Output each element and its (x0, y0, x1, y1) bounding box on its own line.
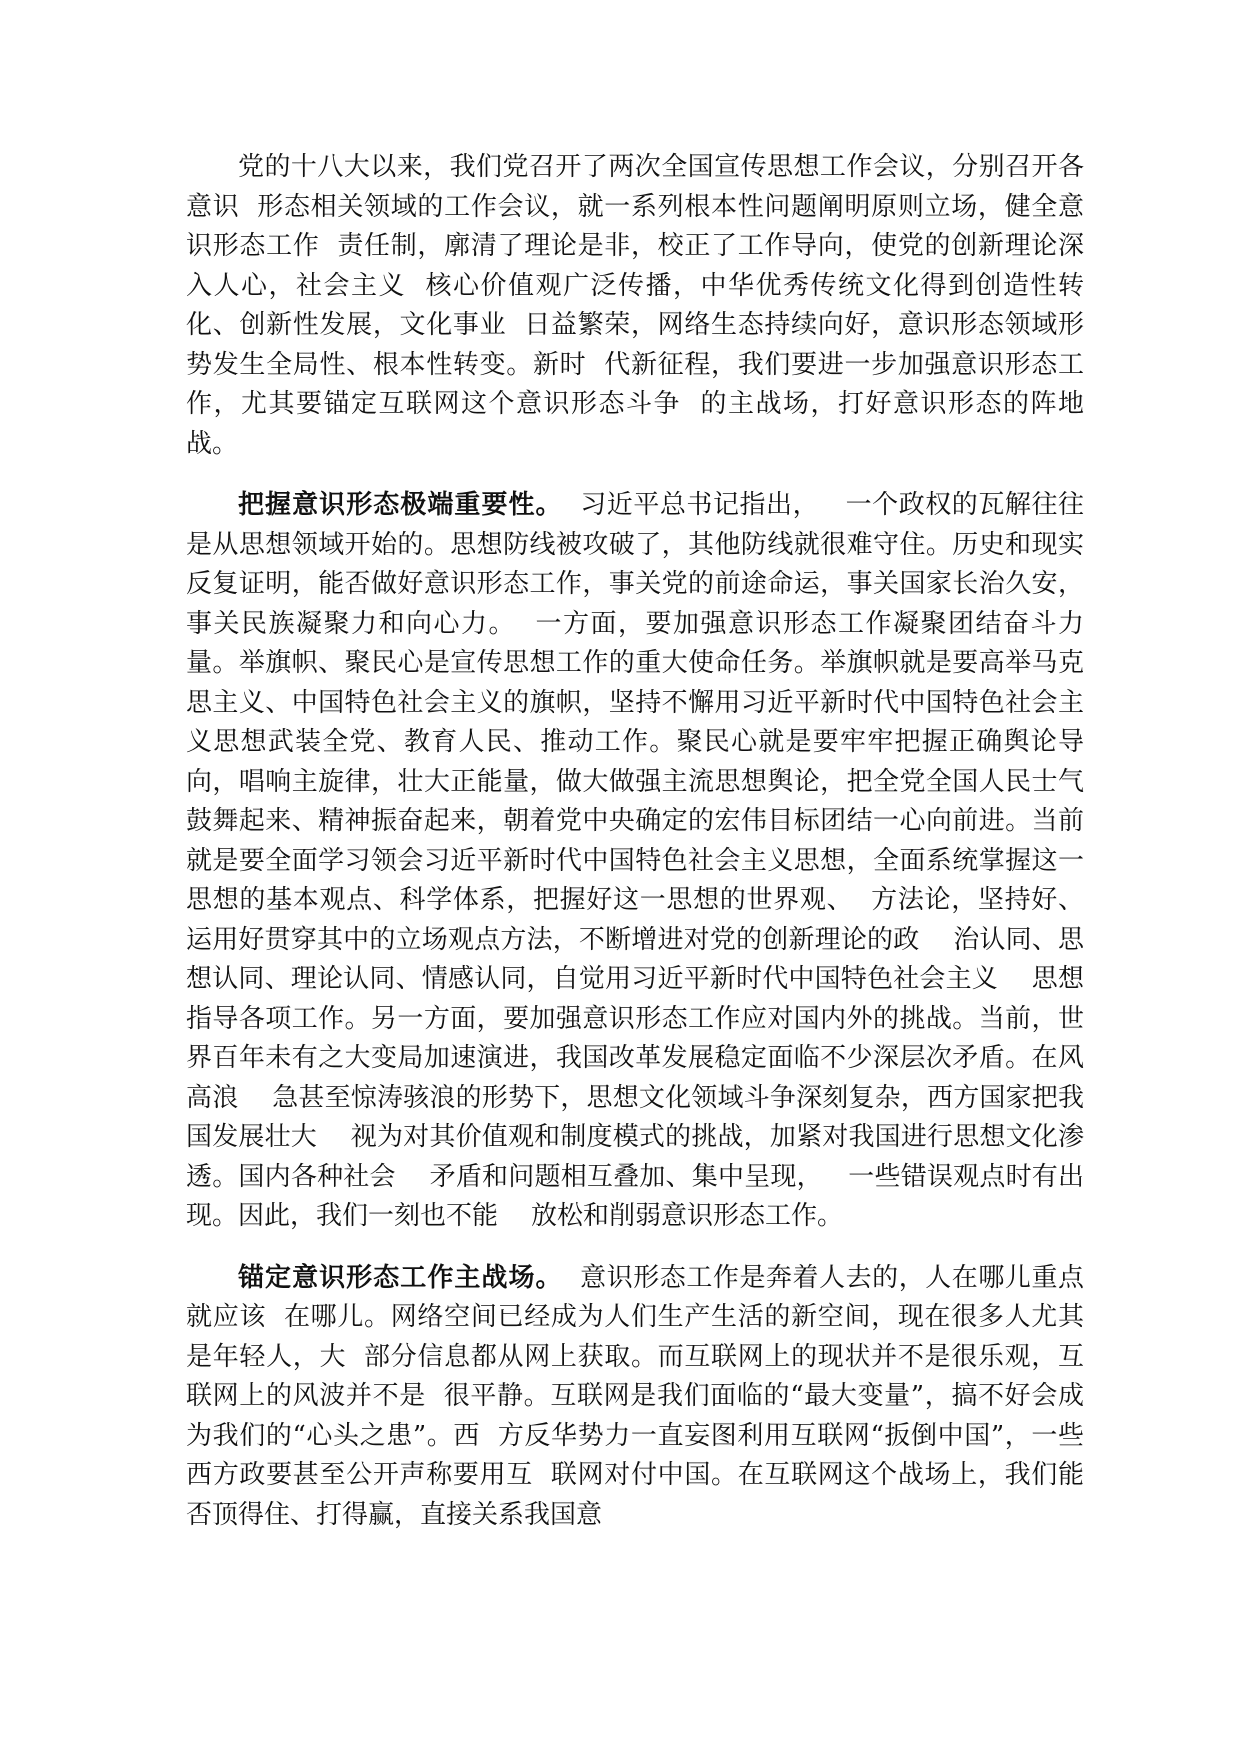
paragraph-ideology-importance (186, 486, 1118, 1237)
paragraph-intro (186, 148, 1084, 464)
document-body (186, 148, 1118, 1557)
paragraph-heading: 把握意识形态极端重要性。 (238, 490, 563, 520)
paragraph-text: 党的十八大以来，我们党召开了两次全国宣传思想工作会议，分别召开各意识 形态相关领域的工作会议，就一系列根本性问题阐明原则立场，健全意识形态工作 责任制，廓清了理论是非，校正了工作导向，使党的创新理论深入人心，社会主义 核心价值观广泛传播，中华优秀传统文化得到创造性转化、创新性发展，文化事业 日益繁荣，网络生态持续向好，意识形态领域形势发生全局性、根本性转变。新时 代新征程，我们要进一步加强意识形态工作，尤其要锚定互联网这个意识形态斗争 的主战场，打好意识形态的阵地战。 (186, 152, 1084, 459)
paragraph-text: 意识形态工作是奔着人去的，人在哪儿重点就应该 在哪儿。网络空间已经成为人们生产生活的新空间，现在很多人尤其是年轻人，大 部分信息都从网上获取。而互联网上的现状并不是很乐观，互联网上的风波并不是 很平静。互联网是我们面临的“最大变量”，搞不好会成为我们的“心头之患”。西 方反华势力一直妄图利用互联网“扳倒中国”，一些西方政要甚至公开声称要用互 联网对付中国。在互联网这个战场上，我们能否顶得住、打得赢，直接关系我国意 (186, 1262, 1084, 1530)
paragraph-text: 习近平总书记指出， 一个政权的瓦解往往是从思想领域开始的。思想防线被攻破了，其他防线就很难守住。历史和现实反复证明，能否做好意识形态工作，事关党的前途命运，事关国家长治久安，事关民族凝聚力和向心力。 一方面，要加强意识形态工作凝聚团结奋斗力量。举旗帜、聚民心是宣传思想工作的重大使命任务。举旗帜就是要高举马克思主义、中国特色社会主义的旗帜，坚持不懈用习近平新时代中国特色社会主义思想武装全党、教育人民、推动工作。聚民心就是要牢牢把握正确舆论导向，唱响主旋律，壮大正能量，做大做强主流思想舆论，把全党全国人民士气鼓舞起来、精神振奋起来，朝着党中央确定的宏伟目标团结一心向前进。当前就是要全面学习领会习近平新时代中国特色社会主义思想，全面系统掌握这一思想的基本观点、科学体系，把握好这一思想的世界观、 方法论，坚持好、运用好贯穿其中的立场观点方法，不断增进对党的创新理论的政 治认同、思想认同、理论认同、情感认同，自觉用习近平新时代中国特色社会主义 思想指导各项工作。另一方面，要加强意识形态工作应对国内外的挑战。当前，世 界百年未有之大变局加速演进，我国改革发展稳定面临不少深层次矛盾。在风高浪 急甚至惊涛骇浪的形势下，思想文化领域斗争深刻复杂，西方国家把我国发展壮大 视为对其价值观和制度模式的挑战，加紧对我国进行思想文化渗透。国内各种社会 矛盾和问题相互叠加、集中呈现， 一些错误观点时有出现。因此，我们一刻也不能 放松和削弱意识形态工作。 (186, 490, 1118, 1231)
paragraph-main-battlefield (186, 1259, 1084, 1536)
paragraph-heading: 锚定意识形态工作主战场。 (238, 1262, 563, 1293)
